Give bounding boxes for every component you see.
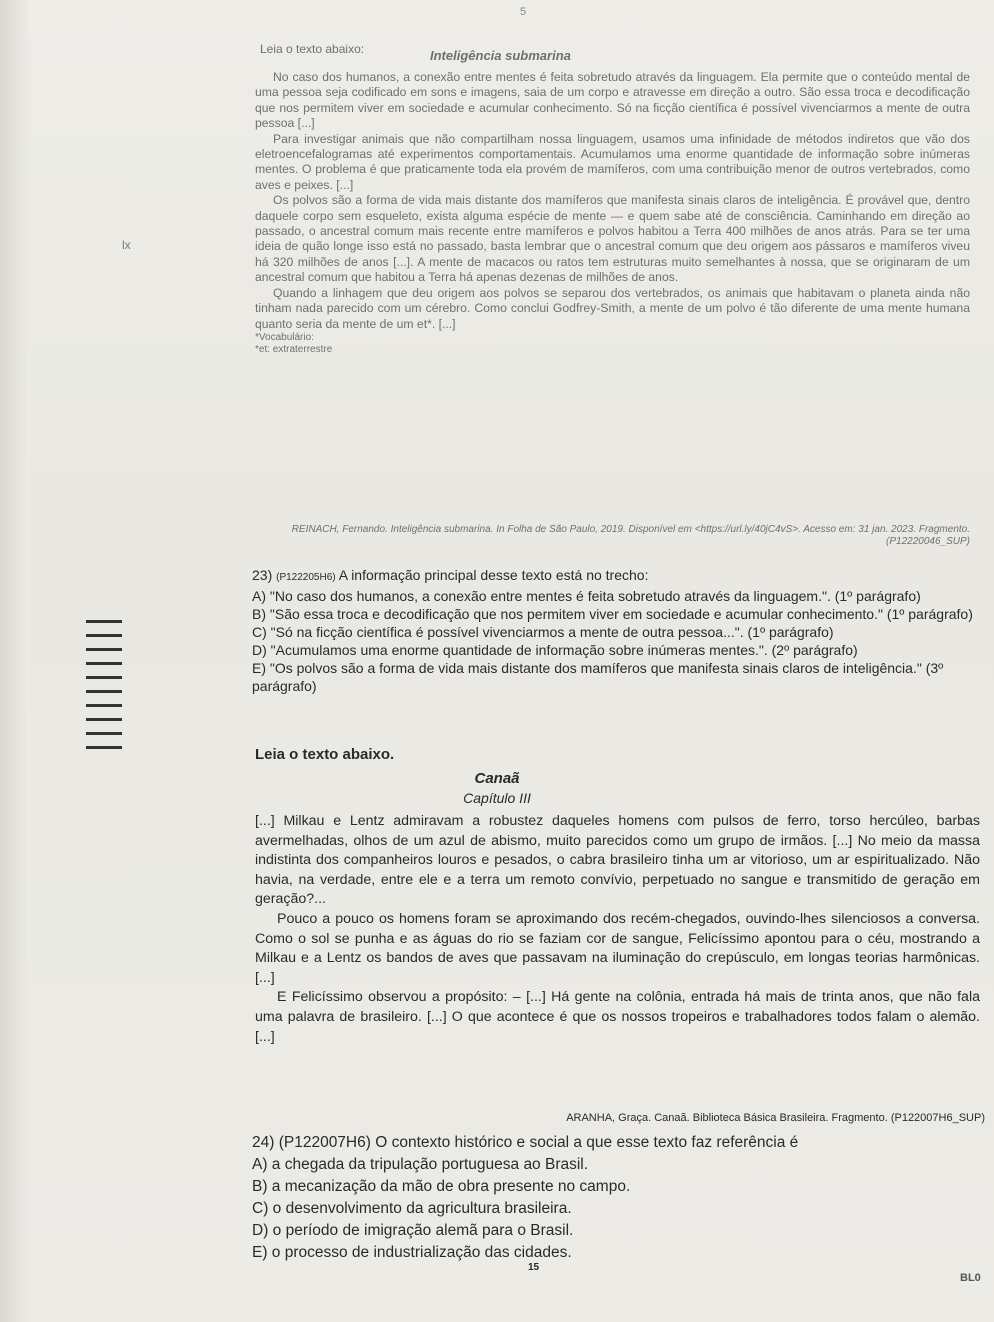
article-paragraph-3: Os polvos são a forma de vida mais distante dos mamíferos que manifesta sinais claros de inteligência. É provável que, dentro daquele corpo sem esqueleto, exista alguma espécie de mente — e quem sabe até de consciência. Caminhando em direção ao passado, o ancestral comum mais recente entre mamíferos e polvos habitou a Terra 400 milhões de anos atrás. Para se ter uma ideia de quão longe isso está no passado, basta lembrar que o ancestral comum que deu origem aos pássaros e mamíferos viveu há 320 milhões de anos [...]. A mente de macacos ou ratos tem estruturas muito semelhantes à nossa, que se originaram de um ancestral comum que habitou a Terra há apenas dezenas de milhões de anos.: [255, 193, 970, 285]
page-mark: 5: [520, 6, 527, 18]
story-reference: ARANHA, Graça. Canaã. Biblioteca Básica Brasileira. Fragmento. (P122007H6_SUP): [566, 1112, 985, 1124]
margin-bar: [86, 704, 122, 707]
question-stem-text: A informação principal desse texto está no trecho:: [338, 567, 649, 583]
reading-instruction: Leia o texto abaixo:: [260, 42, 365, 56]
vocabulary-item: *et: extraterrestre: [255, 343, 333, 355]
answer-option-a[interactable]: A) "No caso dos humanos, a conexão entre mentes é feita sobretudo através da linguagem.". (1º parágrafo): [252, 588, 921, 604]
question-23: [252, 566, 977, 695]
question-24-stem: [252, 1132, 977, 1154]
story-paragraph-1: [...] Milkau e Lentz admiravam a robustez daqueles homens com pulsos de ferro, torso hercúleo, barbas avermelhadas, olhos de um azul de abismo, muito parecidos como um grupo de irmãos. [...] No meio da massa indistinta dos companheiros louros e pesados, o cabra brasileiro tinha um ar vitorioso, um ar espiritualizado. Não havia, na verdade, entre ele e a terra um remoto convívio, perpetuado no sangue e transmitido de geração em geração?...: [255, 813, 980, 908]
answer-option-a[interactable]: A) a chegada da tripulação portuguesa ao Brasil.: [252, 1156, 589, 1173]
question-stem-text: O contexto histórico e social a que esse texto faz referência é: [375, 1134, 799, 1151]
story-text: [255, 812, 980, 1047]
vocabulary-title: *Vocabulário:: [255, 331, 314, 343]
article-text: [255, 70, 970, 356]
margin-bar: [86, 732, 122, 735]
article-paragraph-1: No caso dos humanos, a conexão entre mentes é feita sobretudo através da linguagem. Ela permite que o conteúdo mental de uma pessoa seja codificado em sons e imagens, saia de um corpo e atravesse em direção a outro. São essa troca e decodificação que nos permitem viver em sociedade e acumular conhecimento. Só na ficção científica é possível vivenciarmos a mente de outra pessoa [...]: [255, 70, 970, 131]
answer-option-d[interactable]: D) "Acumulamos uma enorme quantidade de informação sobre inúmeras mentes.". (2º parágrafo): [252, 642, 858, 658]
story-paragraph-3: E Felicíssimo observou a propósito: – [...] Há gente na colônia, entrada há mais de trinta anos, que não fala uma palavra de brasileiro. [...] O que acontece é que os nossos tropeiros e trabalhadores todos falam o alemão. [...]: [255, 989, 980, 1045]
margin-bar: [86, 676, 122, 679]
answer-option-d[interactable]: D) o período de imigração alemã para o Brasil.: [252, 1222, 574, 1239]
margin-bar: [86, 620, 122, 623]
page-number: 15: [528, 1262, 540, 1273]
answer-option-b[interactable]: B) a mecanização da mão de obra presente no campo.: [252, 1178, 631, 1195]
margin-bar: [86, 648, 122, 651]
margin-bar: [86, 746, 122, 749]
margin-bar: [86, 634, 122, 637]
question-23-stem: 23) (P122205H6) A informação principal desse texto está no trecho:: [252, 567, 649, 583]
story-chapter: Capítulo III: [463, 790, 531, 806]
question-24: [252, 1132, 977, 1264]
answer-option-e[interactable]: E) o processo de industrialização das cidades.: [252, 1244, 572, 1261]
answer-option-c[interactable]: C) o desenvolvimento da agricultura brasileira.: [252, 1200, 572, 1217]
margin-bar: [86, 718, 122, 721]
answer-option-e[interactable]: E) "Os polvos são a forma de vida mais distante dos mamíferos que manifesta sinais claros de inteligência." (3º parágrafo): [252, 660, 944, 694]
margin-bar: [86, 690, 122, 693]
margin-bar: [86, 662, 122, 665]
answer-option-c[interactable]: C) "Só na ficção científica é possível vivenciarmos a mente de outra pessoa...". (1º parágrafo): [252, 624, 834, 640]
question-code: 24) (P122007H6): [252, 1134, 371, 1151]
reading-instruction-2: Leia o texto abaixo.: [255, 746, 395, 763]
article-title: Inteligência submarina: [430, 48, 571, 63]
story-title: Canaã: [474, 770, 520, 787]
side-mark: lx: [122, 238, 131, 252]
article-paragraph-2: Para investigar animais que não compartilham nossa linguagem, usamos uma infinidade de métodos indiretos que vão dos eletroencefalogramas até experimentos comportamentais. Acumulamos uma enorme quantidade de informação sobre inúmeras mentes. O problema é que praticamente toda ela provém de mamíferos, com uma contribuição menor de outros vertebrados, como aves e peixes. [...]: [255, 131, 970, 192]
story-paragraph-2: Pouco a pouco os homens foram se aproximando dos recém-chegados, ouvindo-lhes silenciosos a conversa. Como o sol se punha e as águas do rio se faziam cor de sangue, Felicíssimo apontou para o céu, mostrando a Milkau e a Lentz os bandos de aves que passavam na iluminação do crepúsculo, em longas teorias harmônicas. [...]: [255, 910, 980, 986]
page-binding-shadow: [0, 0, 30, 1322]
article-paragraph-4: Quando a linhagem que deu origem aos polvos se separou dos vertebrados, os animais que habitavam o planeta ainda não tinham nada parecido com um cérebro. Como conclui Godfrey-Smith, a mente de um polvo é tão diferente de uma mente humana quanto seria da mente de um et*. [...]: [255, 285, 970, 331]
answer-option-b[interactable]: B) "São essa troca e decodificação que nos permitem viver em sociedade e acumular conhecimento." (1º parágrafo): [252, 606, 973, 622]
question-code: (P122205H6): [276, 572, 336, 583]
article-reference: REINACH, Fernando. Inteligência submarina. In Folha de São Paulo, 2019. Disponível em <https://url.ly/40jC4vS>. Acesso em: 31 jan. 2023. Fragmento. (P12220046_SUP): [291, 524, 970, 547]
corner-code: BL0: [960, 1272, 981, 1284]
